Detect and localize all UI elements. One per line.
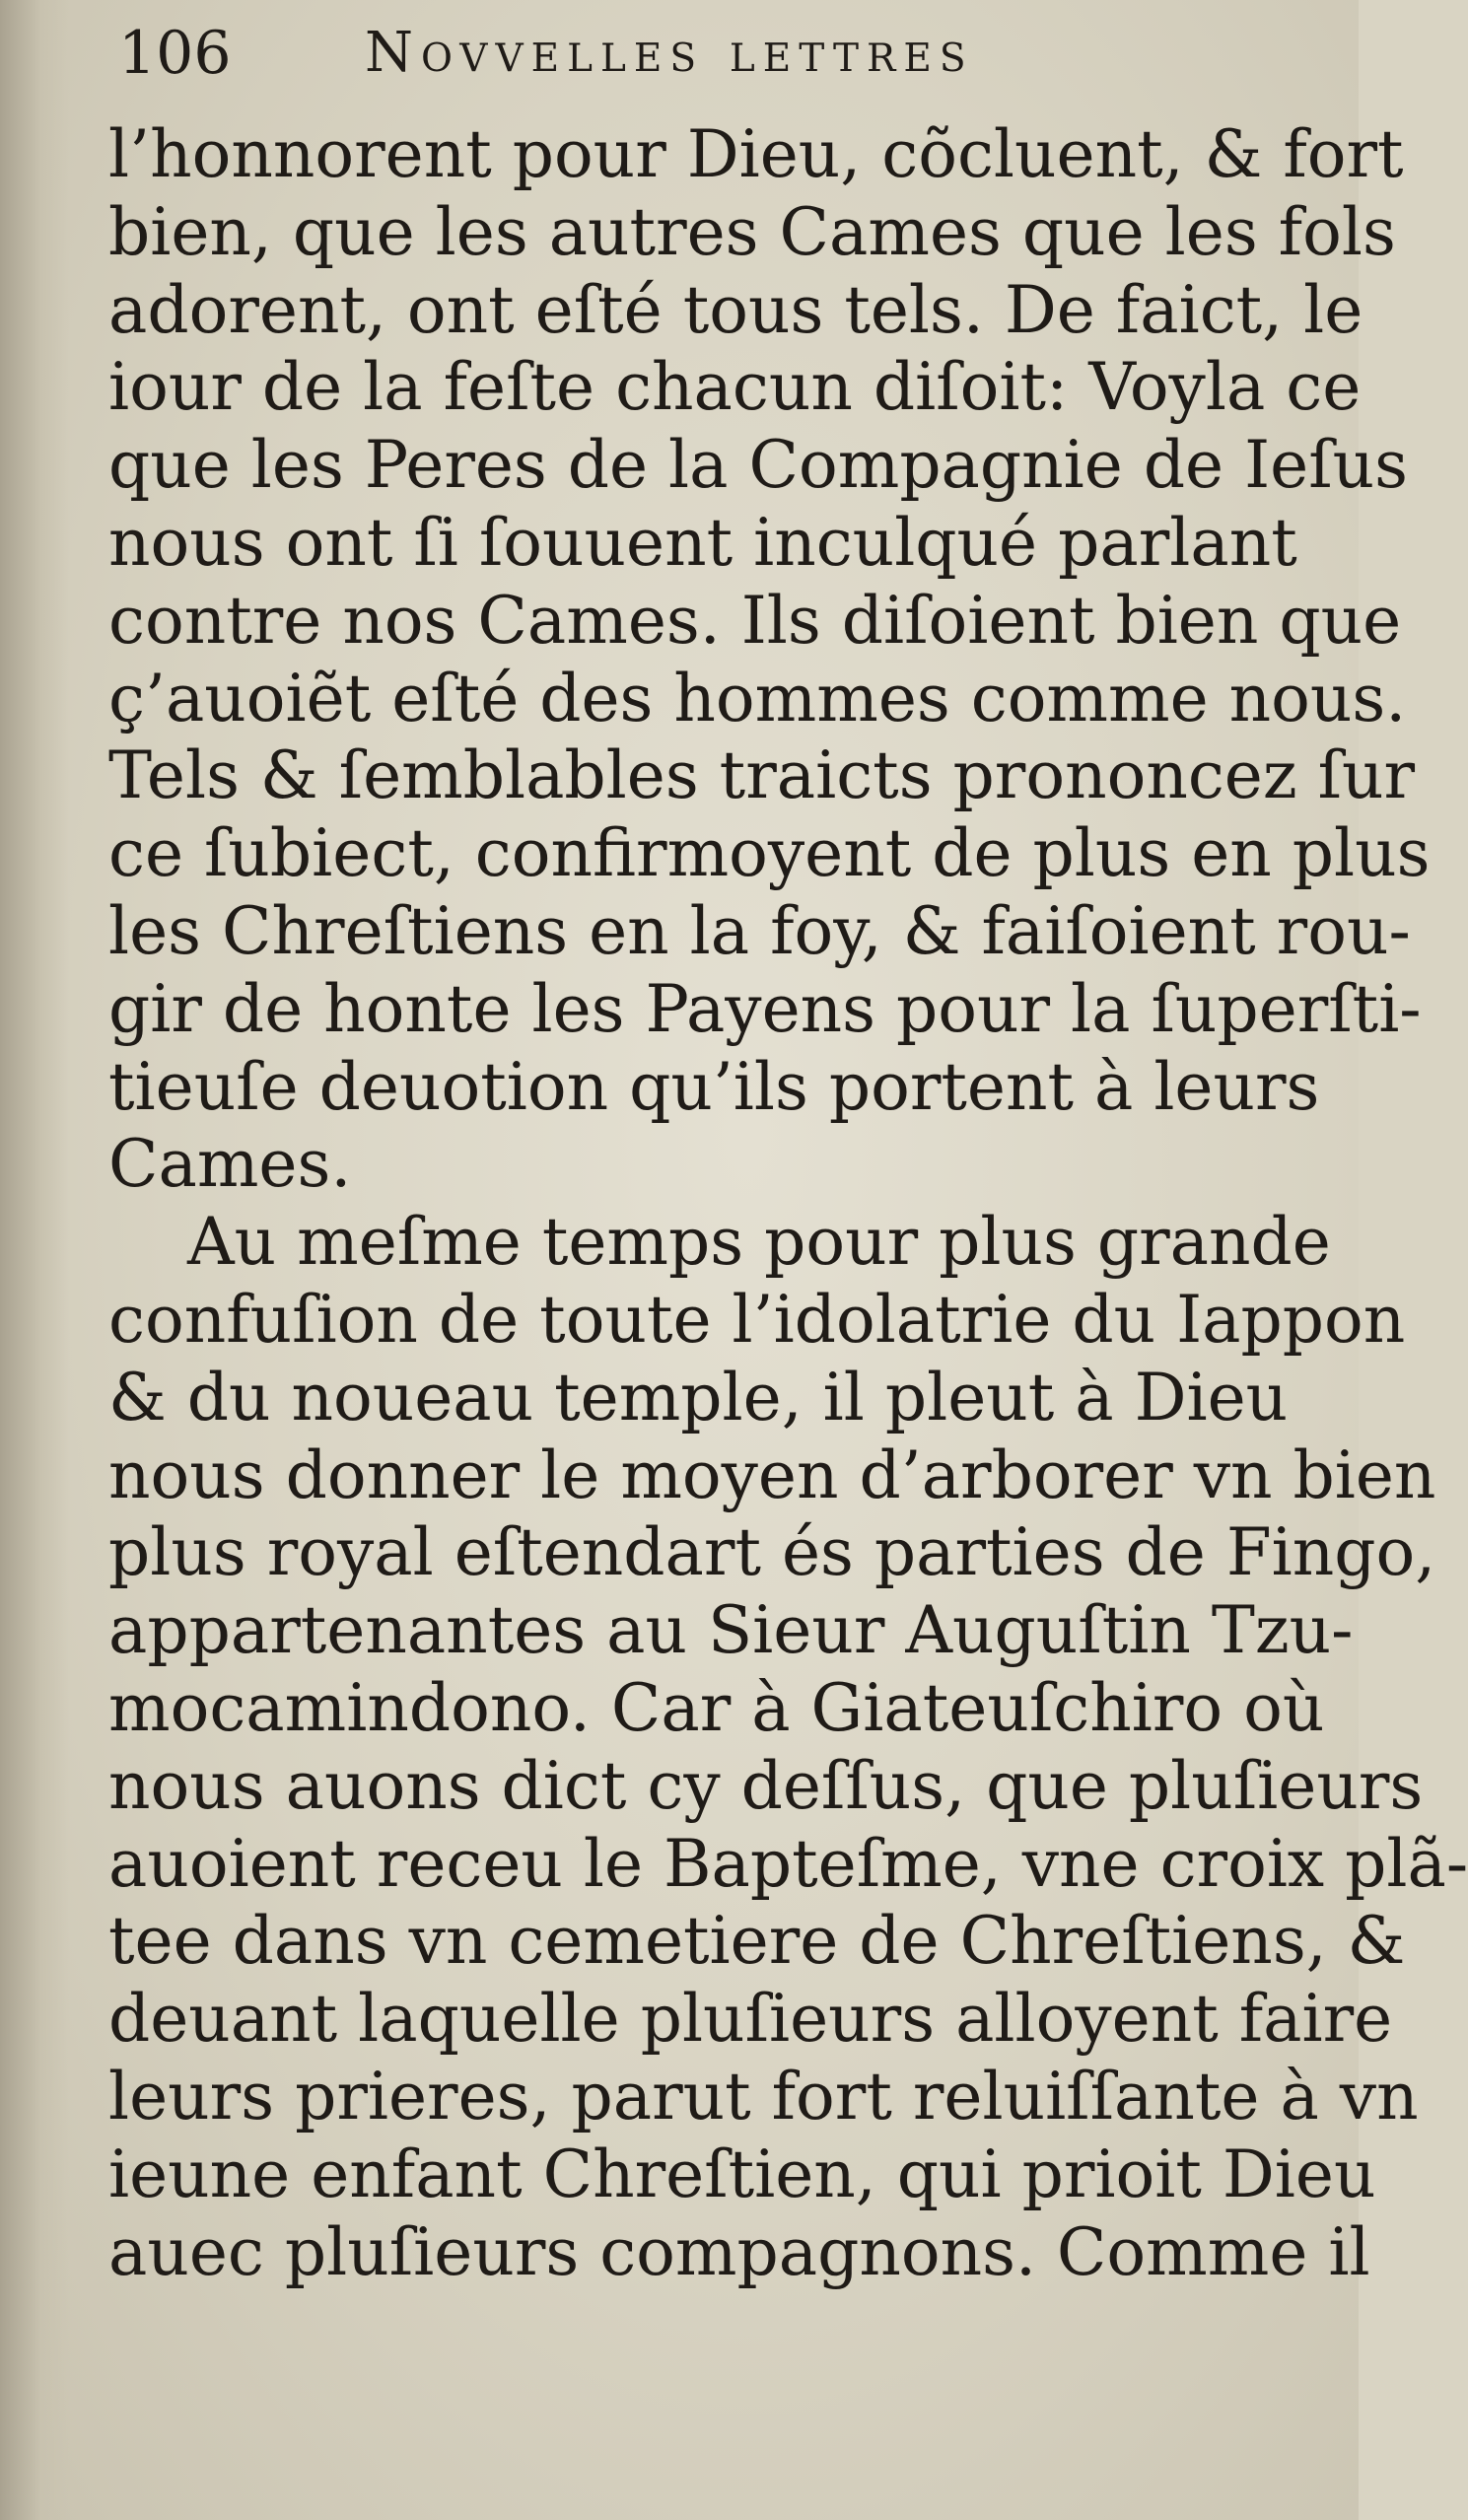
text-line: Cames. — [108, 1126, 352, 1203]
body-text — [108, 116, 1468, 2291]
text-line: nous auons dict cy deſſus, que pluſieurs — [108, 1747, 1424, 1824]
text-line: tieuſe deuotion qu’ils portent à leurs — [108, 1048, 1320, 1125]
text-line: iour de la feſte chacun diſoit: Voyla ce — [108, 349, 1362, 426]
text-line: les Chreſtiens en la foy, & faiſoient rou- — [108, 892, 1411, 969]
text-line: appartenantes au Sieur Auguſtin Tzu- — [108, 1592, 1354, 1669]
running-title: Novvelles lettres — [365, 21, 974, 85]
text-line: adorent, ont eſté tous tels. De faict, le — [108, 271, 1363, 348]
text-line: deuant laquelle pluſieurs alloyent faire — [108, 1981, 1393, 2058]
page-number: 106 — [118, 19, 232, 88]
text-line: mocamindono. Car à Giateuſchiro où — [108, 1669, 1325, 1746]
text-line: auec pluſieurs compagnons. Comme il — [108, 2213, 1370, 2290]
text-line: contre nos Cames. Ils diſoient bien que — [108, 582, 1402, 659]
text-line: que les Peres de la Compagnie de Ieſus — [108, 427, 1409, 504]
text-line: ç’auoiẽt eſté des hommes comme nous. — [108, 660, 1407, 736]
text-line: l’honnorent pour Dieu, cõcluent, & fort — [108, 116, 1404, 192]
text-line: & du noueau temple, il pleut à Dieu — [108, 1359, 1289, 1435]
text-line: leurs prieres, parut fort reluiſſante à vn — [108, 2058, 1419, 2135]
text-line: plus royal eſtendart és parties de Fingo, — [108, 1514, 1436, 1591]
text-line: confuſion de toute l’idolatrie du Iappon — [108, 1281, 1406, 1358]
text-line: bien, que les autres Cames que les fols — [108, 193, 1396, 270]
text-line: gir de honte les Payens pour la ſuperſti- — [108, 970, 1422, 1047]
text-line: tee dans vn cemetiere de Chreſtiens, & — [108, 1903, 1406, 1980]
page-header — [118, 14, 1272, 93]
text-line: auoient receu le Bapteſme, vne croix plã- — [108, 1825, 1468, 1902]
text-line: Tels & ſemblables traicts prononcez ſur — [108, 737, 1416, 814]
text-line: nous donner le moyen d’arborer vn bien — [108, 1436, 1436, 1513]
text-line: ieune enfant Chreſtien, qui prioit Dieu — [108, 2135, 1376, 2212]
text-line: nous ont ſi ſouuent inculqué parlant — [108, 504, 1297, 581]
paragraph-start-line: Au meſme temps pour plus grande — [187, 1204, 1331, 1281]
text-line: ce ſubiect, confirmoyent de plus en plus — [108, 815, 1431, 892]
